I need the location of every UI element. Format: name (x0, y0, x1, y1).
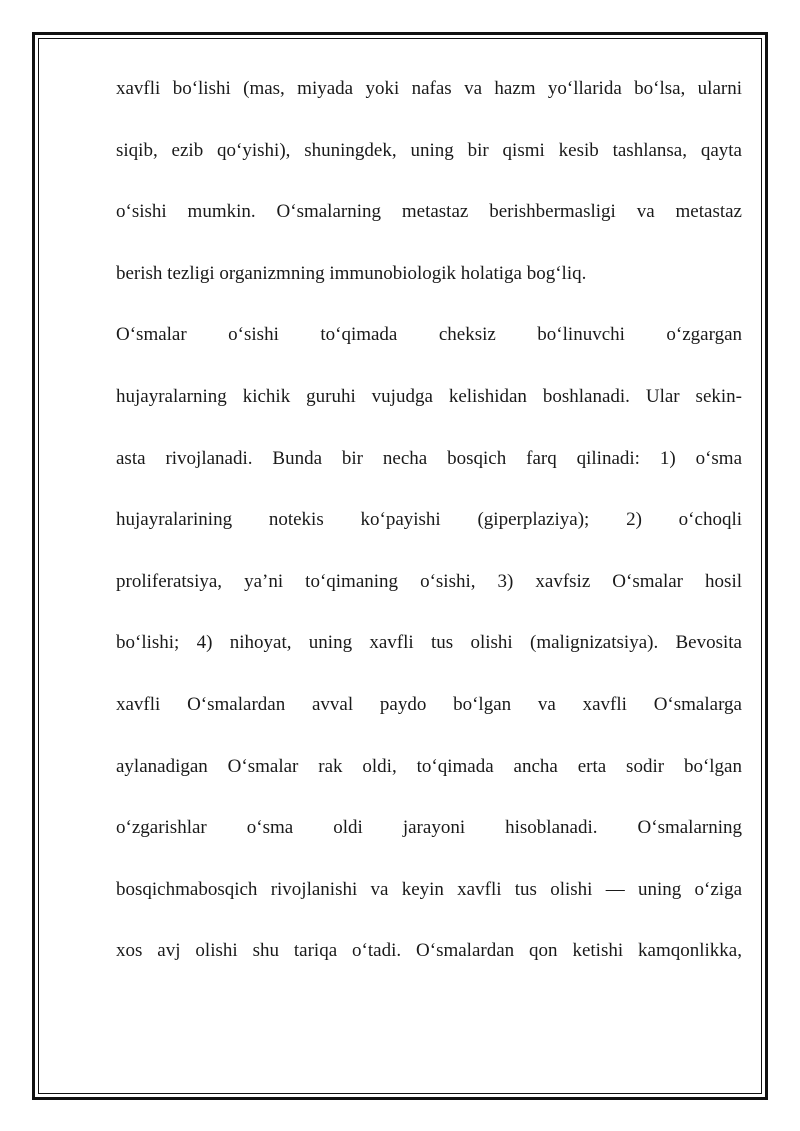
text-line: hujayralarning kichik guruhi vujudga kelishidan boshlanadi. Ular sekin- (116, 385, 742, 407)
text-line: o‘zgarishlar o‘sma oldi jarayoni hisoblanadi. O‘smalarning (116, 817, 742, 839)
text-line: o‘sishi mumkin. O‘smalarning metastaz berishbermasligi va metastaz (116, 201, 742, 223)
text-line: xavfli O‘smalardan avval paydo bo‘lgan va xavfli O‘smalarga (116, 693, 742, 715)
document-body (116, 71, 742, 995)
paragraph-1 (116, 71, 742, 317)
text-line: xos avj olishi shu tariqa o‘tadi. O‘smalardan qon ketishi kamqonlikka, (116, 940, 742, 962)
text-line: bosqichmabosqich rivojlanishi va keyin xavfli tus olishi — uning o‘ziga (116, 878, 742, 900)
text-line: proliferatsiya, ya’ni to‘qimaning o‘sishi, 3) xavfsiz O‘smalar hosil (116, 570, 742, 592)
text-line: asta rivojlanadi. Bunda bir necha bosqich farq qilinadi: 1) o‘sma (116, 447, 742, 469)
text-line: hujayralarining notekis ko‘payishi (giperplaziya); 2) o‘choqli (116, 509, 742, 531)
text-line: berish tezligi organizmning immunobiologik holatiga bog‘liq. (116, 262, 587, 284)
paragraph-2 (116, 317, 742, 995)
text-line: xavfli bo‘lishi (mas, miyada yoki nafas va hazm yo‘llarida bo‘lsa, ularni (116, 78, 742, 99)
text-line: aylanadigan O‘smalar rak oldi, to‘qimada ancha erta sodir bo‘lgan (116, 755, 742, 777)
text-line: bo‘lishi; 4) nihoyat, uning xavfli tus olishi (malignizatsiya). Bevosita (116, 632, 742, 654)
text-line: O‘smalar o‘sishi to‘qimada cheksiz bo‘linuvchi o‘zgargan (116, 324, 742, 346)
text-line: siqib, ezib qo‘yishi), shuningdek, uning bir qismi kesib tashlansa, qayta (116, 139, 742, 161)
